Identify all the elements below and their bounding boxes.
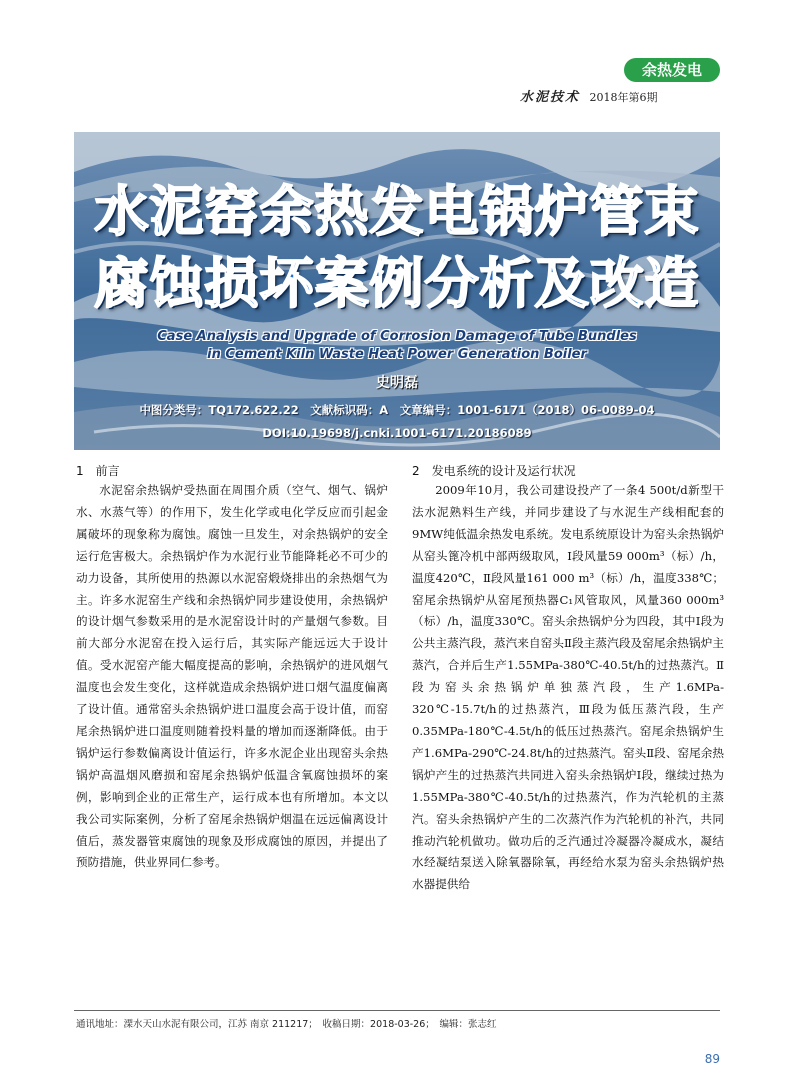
title-chinese-line-2: 腐蚀损坏案例分析及改造 (94, 252, 700, 315)
doi-line: DOI:10.19698/j.cnki.1001-6171.20186089 (262, 426, 532, 440)
footer-note: 通讯地址：溧水天山水泥有限公司，江苏 南京 211217； 收稿日期：2018-03-26； 编辑：张志红 (76, 1019, 497, 1030)
issue-label: 2018年第6期 (589, 91, 658, 104)
title-chinese-line-1: 水泥窑余热发电锅炉管束 (94, 180, 700, 243)
section-2-paragraph: 2009年10月，我公司建设投产了一条4 500t/d新型干法水泥熟料生产线，并同步建设了与水泥生产线相配套的9MW纯低温余热发电系统。发电系统原设计为窑头余热锅炉从窑头篦冷机中部两级取风，Ⅰ段风量59 000m³（标）/h，温度420℃，Ⅱ段风量161 000 m³（标）/h，温度338℃；窑尾余热锅炉从窑尾预热器C₁风管取风，风量360 000m³（标）/h，温度330℃。窑头余热锅炉分为四段，其中Ⅰ段为公共主蒸汽段，蒸汽来自窑头Ⅱ段主蒸汽段及窑尾余热锅炉主蒸汽，合并后生产1.55MPa-380℃-40.5t/h的过热蒸汽。Ⅱ段为窑头余热锅炉单独蒸汽段，生产1.6MPa-320℃-15.7t/h的过热蒸汽，Ⅲ段为低压蒸汽段，生产0.35MPa-180℃-4.5t/h的低压过热蒸汽。窑尾余热锅炉生产1.6MPa-290℃-24.8t/h的过热蒸汽。窑头Ⅱ段、窑尾余热锅炉产生的过热蒸汽共同进入窑头余热锅炉Ⅰ段，继续过热为1.55MPa-380℃-40.5t/h的过热蒸汽，作为汽轮机的主蒸汽。窑头余热锅炉产生的二次蒸汽作为汽轮机的补汽，共同推动汽轮机做功。做功后的乏汽通过冷凝器冷凝成水，凝结水经凝结泵送入除氧器除氧，再经给水泵为窑头余热锅炉热水器提供给 (412, 483, 724, 892)
classification-line: 中图分类号：TQ172.622.22 文献标识码：A 文章编号：1001-6171（2018）06-0089-04 (139, 403, 655, 417)
footer-divider (74, 1010, 720, 1011)
section-2-heading: 2 发电系统的设计及运行状况 (412, 464, 576, 478)
right-column (412, 462, 724, 896)
journal-name: 水泥技术 (520, 90, 581, 105)
title-english-line-2: in Cement Kiln Waste Heat Power Generation Boiler (207, 347, 587, 362)
section-1-heading: 1 前言 (76, 464, 120, 478)
section-tag: 余热发电 (624, 58, 720, 82)
section-1-paragraph: 水泥窑余热锅炉受热面在周围介质（空气、烟气、锅炉水、水蒸气等）的作用下，发生化学或电化学反应而引起金属破坏的现象称为腐蚀。腐蚀一旦发生，对余热锅炉的安全运行危害极大。余热锅炉作为水泥行业节能降耗必不可少的动力设备，其所使用的热源以水泥窑煅烧排出的余热烟气为主。许多水泥窑生产线和余热锅炉同步建设使用，余热锅炉的设计烟气参数采用的是水泥窑设计时的产量烟气参数。目前大部分水泥窑在投入运行后，其实际产能远远大于设计值。受水泥窑产能大幅度提高的影响，余热锅炉的进风烟气温度也会发生变化，这样就造成余热锅炉进口烟气温度偏离了设计值。通常窑头余热锅炉进口温度会高于设计值，而窑尾余热锅炉进口温度则随着投料量的增加而逐渐降低。由于锅炉运行参数偏离设计值运行，许多水泥企业出现窑头余热锅炉高温烟风磨损和窑尾余热锅炉低温含氧腐蚀损坏的案例，影响到企业的正常生产，运行成本也有所增加。本文以我公司实际案例，分析了窑尾余热锅炉烟温在远远偏离设计值后，蒸发器管束腐蚀的现象及形成腐蚀的原因，并提出了预防措施，供业界同仁参考。 (76, 483, 388, 870)
page-number: 89 (704, 1052, 720, 1066)
left-column (76, 462, 388, 874)
title-english-line-1: Case Analysis and Upgrade of Corrosion Damage of Tube Bundles (157, 329, 637, 344)
journal-header (520, 86, 720, 104)
author-name: 史明磊 (376, 375, 418, 391)
title-banner (74, 132, 720, 450)
